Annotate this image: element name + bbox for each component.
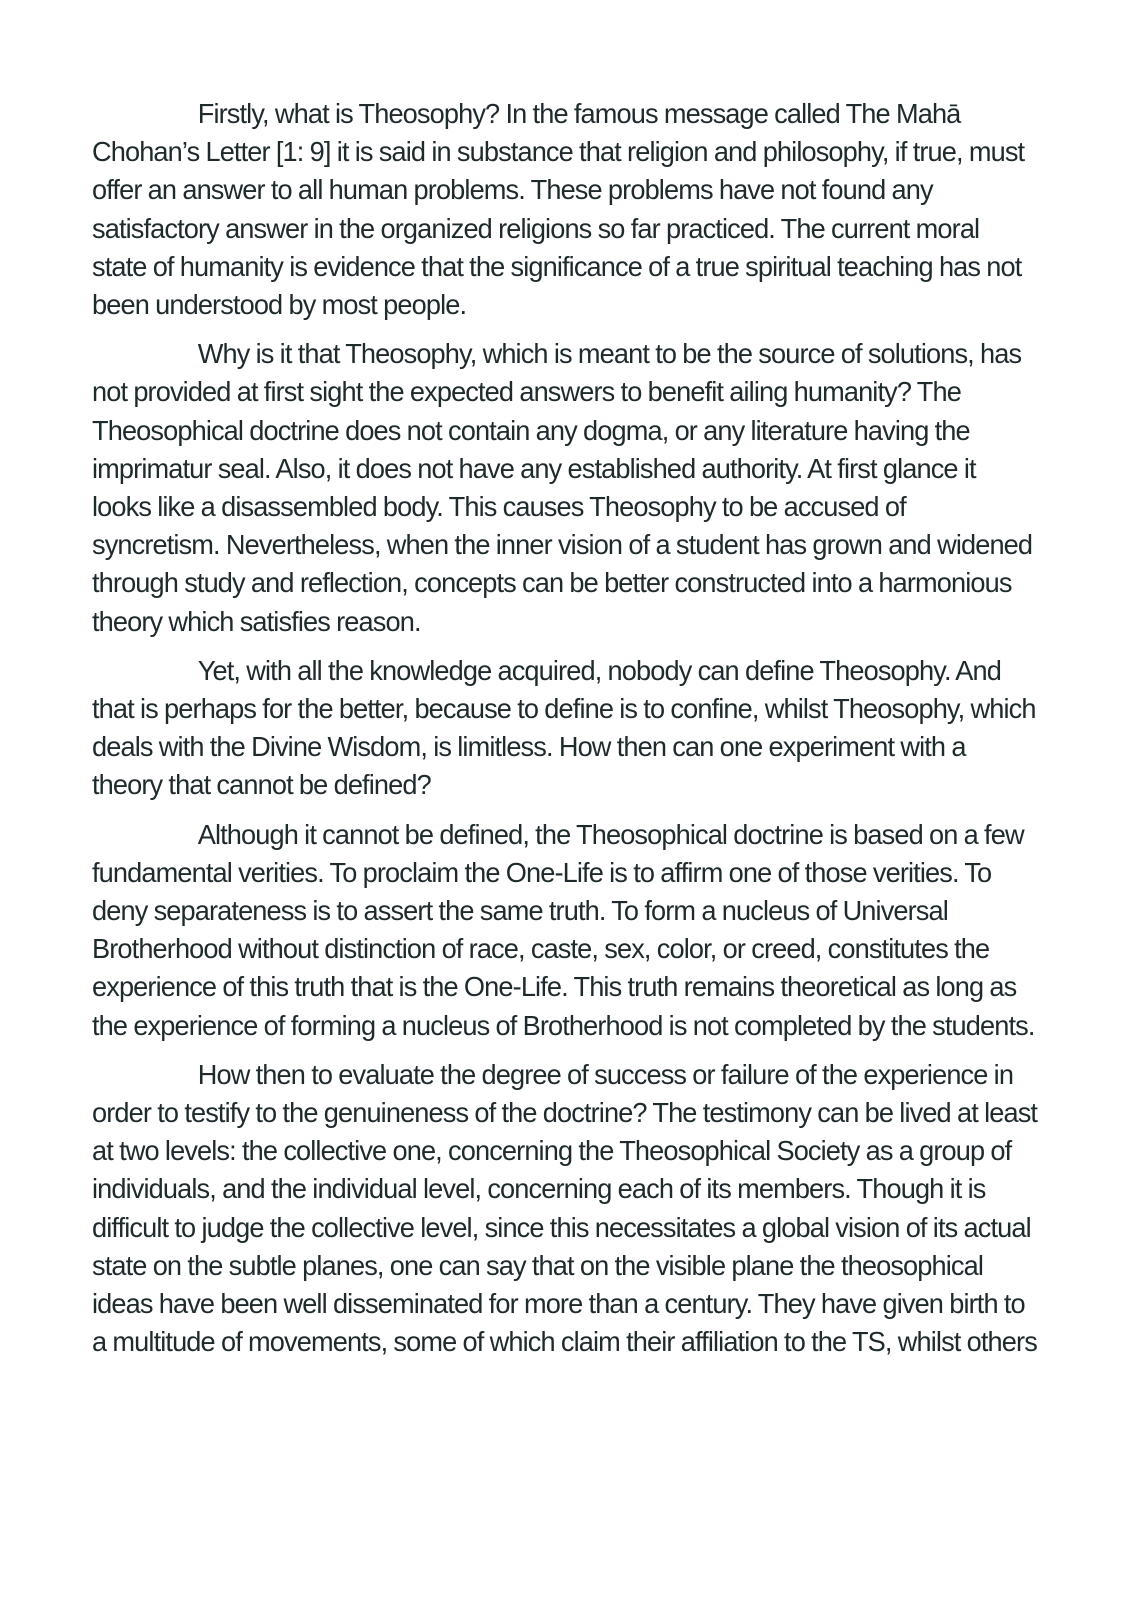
- paragraph: Why is it that Theosophy, which is meant to be the source of solutions, has not provided at first sight the expected answers to benefit ailing humanity? The Theosophical doctrine does not contain any dogma, or any literature having the imprimatur seal. Also, it does not have any established authority. At first glance it looks like a disassembled body. This causes Theosophy to be accused of syncretism. Nevertheless, when the inner vision of a student has grown and widened through study and reflection, concepts can be better constructed into a harmonious theory which satisfies reason.: [92, 338, 1033, 637]
- body-text: [92, 95, 1038, 1362]
- paragraph: Firstly, what is Theosophy? In the famous message called The Mahā Chohan’s Letter [1: 9] it is said in substance that religion and philosophy, if true, must offer an answer to all human problems. These problems have not found any satisfactory answer in the organized religions so far practiced. The current moral state of humanity is evidence that the significance of a true spiritual teaching has not been understood by most people.: [92, 98, 1025, 321]
- paragraph: Yet, with all the knowledge acquired, nobody can define Theosophy. And that is perhaps for the better, because to define is to confine, whilst Theosophy, which deals with the Divine Wisdom, is limitless. How then can one experiment with a theory that cannot be defined?: [92, 654, 1036, 801]
- paragraph: How then to evaluate the degree of success or failure of the experience in order to testify to the genuineness of the doctrine? The testimony can be lived at least at two levels: the collective one, concerning the Theosophical Society as a group of individuals, and the individual level, concerning each of its members. Though it is difficult to judge the collective level, since this necessitates a global vision of its actual state on the subtle planes, one can say that on the visible plane the theosophical ideas have been well disseminated for more than a century. They have given birth to a multitude of movements, some of which claim their affiliation to the TS, whilst others: [92, 1058, 1038, 1358]
- paragraph: Although it cannot be defined, the Theosophical doctrine is based on a few fundamental verities. To proclaim the One-Life is to affirm one of those verities. To deny separateness is to assert the same truth. To form a nucleus of Universal Brotherhood without distinction of race, caste, sex, color, or creed, constitutes the experience of this truth that is the One-Life. This truth remains theoretical as long as the experience of forming a nucleus of Brotherhood is not completed by the students.: [92, 818, 1035, 1041]
